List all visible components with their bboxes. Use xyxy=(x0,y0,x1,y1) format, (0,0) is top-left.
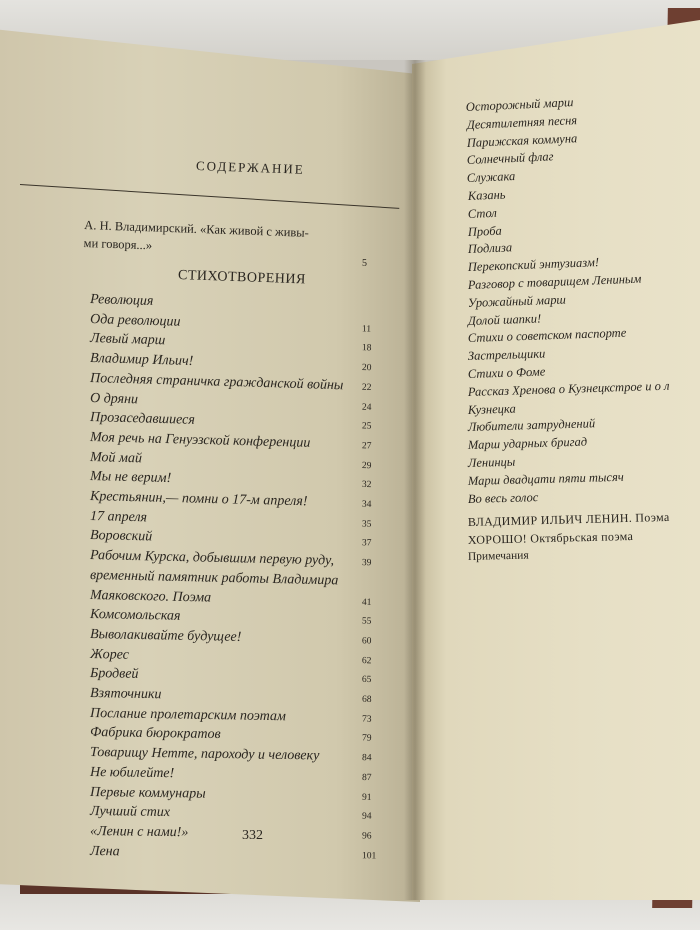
toc-entry-page: 73 xyxy=(361,714,372,725)
toc-entry xyxy=(467,292,567,316)
toc-entry-title: Стол xyxy=(467,205,498,221)
toc-entry-title: Послание пролетарским поэтам xyxy=(89,705,287,724)
intro-line-1: А. Н. Владимирский. «Как живой с живы- xyxy=(84,218,310,240)
toc-entry-title: Стихи о Фоме xyxy=(467,364,546,381)
toc-entry-title: Кузнецка xyxy=(467,401,516,417)
toc-entry-page: 79 xyxy=(361,733,372,744)
toc-entry-page: 84 xyxy=(361,753,372,764)
toc-entry-title: Любители затруднений xyxy=(467,416,596,435)
toc-entry-title: Служака xyxy=(466,169,516,186)
toc-entry-title: Парижская коммуна xyxy=(466,130,578,150)
toc-entry-title: Взяточники xyxy=(89,686,162,703)
toc-entry-title: Солнечный флаг xyxy=(466,149,554,168)
toc-entry-page: 22 xyxy=(361,382,372,393)
intro-page-number: 5 xyxy=(362,258,367,269)
toc-entry-title: Урожайный марш xyxy=(467,292,567,310)
toc-entry-title: Рассказ Хренова о Кузнецкстрое и о л xyxy=(467,378,670,399)
toc-entry-title: Моя речь на Генуэзской конференции xyxy=(89,429,311,451)
toc-entry-title: Застрельщики xyxy=(467,346,546,364)
toc-entry-title: Разговор с товарищем Лениным xyxy=(467,271,642,292)
toc-entry-page: 25 xyxy=(361,421,372,432)
toc-entry-page: 65 xyxy=(361,675,372,686)
toc-entry-title: Стихи о советском паспорте xyxy=(467,326,627,346)
toc-entry-title: Революция xyxy=(89,292,154,309)
section-title: СТИХОТВОРЕНИЯ xyxy=(177,268,307,288)
toc-entry-page: 87 xyxy=(361,772,372,783)
toc-entry-page: 94 xyxy=(361,811,372,822)
toc-entry-page: 41 xyxy=(361,597,372,608)
toc-entry-title: Проба xyxy=(467,223,503,239)
toc-entry-title: Маяковского. Поэма xyxy=(89,587,212,606)
toc-entry-page: 34 xyxy=(361,499,372,510)
toc-entry-title: Бродвей xyxy=(89,666,139,683)
toc-entry-page: 91 xyxy=(361,792,372,803)
toc-entry xyxy=(467,205,498,227)
toc-entry xyxy=(467,489,539,512)
toc-entry-title: Лена xyxy=(89,843,120,859)
toc-entry-title: Перекопский энтузиазм! xyxy=(467,255,600,275)
toc-entry-title: Ода революции xyxy=(89,311,181,330)
toc-entry-title: Воровский xyxy=(89,528,153,545)
toc-entry-page: 18 xyxy=(361,343,372,354)
toc-entry-title: Подлиза xyxy=(467,240,513,257)
toc-entry-title: Фабрика бюрократов xyxy=(89,725,221,743)
toc-entry-title: Казань xyxy=(467,187,506,203)
toc-entry-title: Мой май xyxy=(89,449,143,466)
toc-entry-page: 32 xyxy=(361,480,372,491)
toc-entry-title: Товарищу Нетте, пароходу и человеку xyxy=(89,745,320,764)
toc-entry-page: 24 xyxy=(361,402,372,413)
toc-entry-title: ХОРОШО! Октябрьская поэма xyxy=(467,529,634,548)
toc-entry-title: Рабочим Курска, добывшим первую руду, xyxy=(89,548,335,569)
toc-entry-page: 39 xyxy=(361,558,372,569)
toc-entry-title: Ленинцы xyxy=(467,454,516,470)
toc-entry-page: 62 xyxy=(361,655,372,666)
toc-entry-title: Первые коммунары xyxy=(89,784,206,802)
toc-entry-title: Комсомольская xyxy=(89,607,181,625)
toc-entry-page: 96 xyxy=(361,831,372,842)
toc-entry-title: «Ленин с нами!» xyxy=(89,823,189,841)
toc-entry-title: Прозаседавшиеся xyxy=(89,410,195,429)
toc-entry-title: временный памятник работы Владимира xyxy=(89,567,339,589)
toc-entry-title: Последняя страничка гражданской войны xyxy=(89,370,344,394)
toc-entry-title: Осторожный марш xyxy=(465,95,574,114)
toc-entry-page: 37 xyxy=(361,538,372,549)
toc-entry-title: Не юбилейте! xyxy=(89,764,175,782)
toc-entry-page: 101 xyxy=(361,850,377,861)
toc-entry-title: Владимир Ильич! xyxy=(89,351,194,370)
toc-entry-page: 11 xyxy=(361,324,372,335)
contents-heading: СОДЕРЖАНИЕ xyxy=(195,158,305,177)
toc-entry-title: Левый марш xyxy=(89,331,166,349)
page-number: 332 xyxy=(242,828,263,843)
toc-entry-title: Жорес xyxy=(89,646,130,663)
toc-entry-title: Выволакивайте будущее! xyxy=(89,626,242,645)
intro-line-2: ми говоря...» xyxy=(83,235,153,253)
toc-entry-page: 20 xyxy=(361,363,372,374)
toc-entry-title: Во весь голос xyxy=(467,489,539,506)
toc-entry-title: Марш двадцати пяти тысяч xyxy=(467,469,624,488)
toc-entry-title: Долой шапки! xyxy=(467,311,542,328)
toc-entry-title: Крестьянин,— помни о 17-м апреля! xyxy=(89,489,308,510)
toc-entry xyxy=(467,469,624,494)
toc-entry-page: 60 xyxy=(361,636,372,647)
toc-entry xyxy=(467,378,670,405)
toc-entry-page: 68 xyxy=(361,694,372,705)
toc-entry-title: ВЛАДИМИР ИЛЬИЧ ЛЕНИН. Поэма xyxy=(467,510,670,530)
toc-entry-title: Марш ударных бригад xyxy=(467,434,588,453)
toc-entry-title: Лучший стих xyxy=(89,804,171,821)
toc-entry-page: 27 xyxy=(361,441,372,452)
toc-entry-page: 35 xyxy=(361,519,372,530)
toc-entry-title: 17 апреля xyxy=(89,508,148,526)
toc-entry-page: 55 xyxy=(361,616,372,627)
toc-entry-title: Десятилетняя песня xyxy=(466,112,577,132)
toc-entry-title: О дряни xyxy=(89,390,139,407)
toc-entry-page: 29 xyxy=(361,460,372,471)
toc-entry-title: Мы не верим! xyxy=(89,469,172,487)
toc-entry xyxy=(466,112,577,138)
toc-entry-title: Примечания xyxy=(467,549,529,563)
